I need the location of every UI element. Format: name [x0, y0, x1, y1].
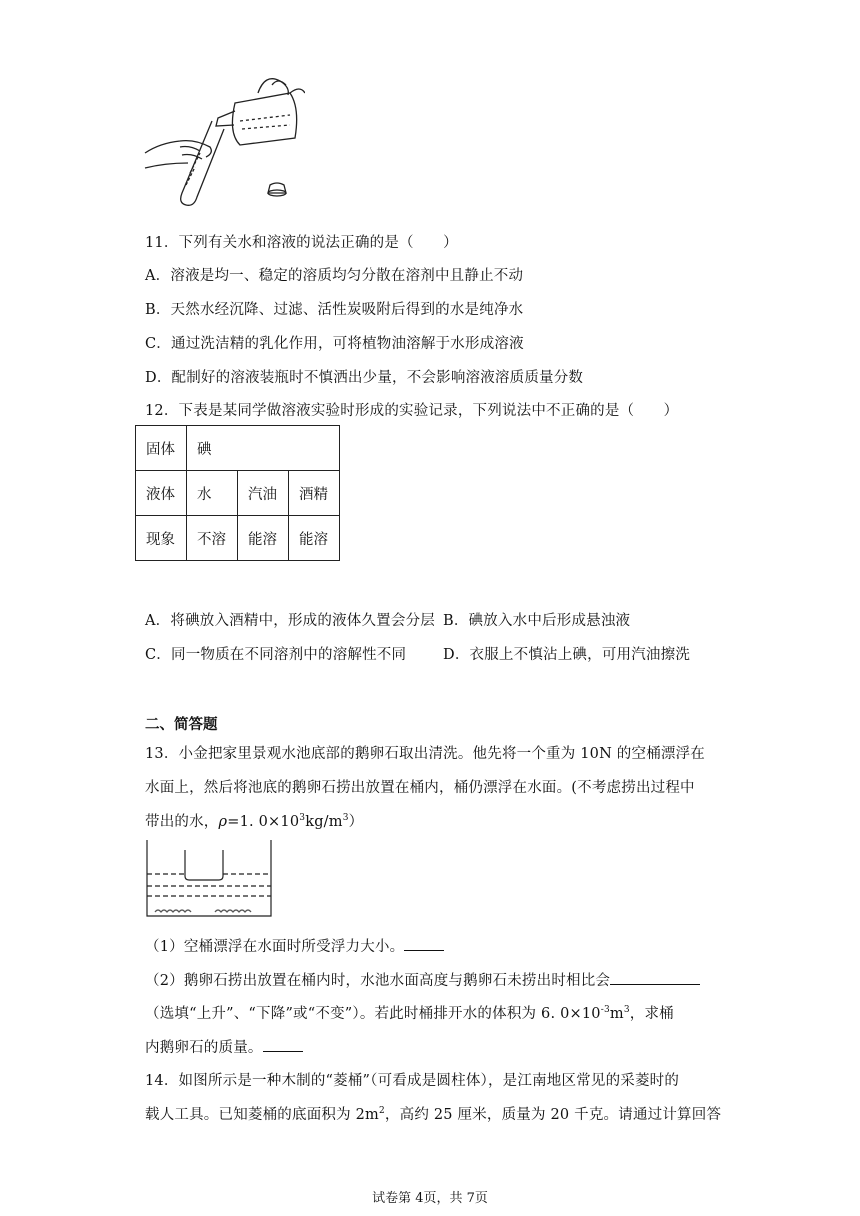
q13-sub-2-text: （2）鹅卵石捞出放置在桶内时，水池水面高度与鹅卵石未捞出时相比会 [145, 973, 611, 989]
pool-bucket-diagram [145, 838, 275, 918]
table-row [136, 426, 340, 471]
exponent: 3 [342, 813, 349, 824]
answer-blank[interactable] [610, 984, 700, 985]
table-cell: 固体 [136, 426, 187, 471]
exponent: 3 [299, 813, 306, 824]
q14-line-2-pre: 载人工具。已知菱桶的底面积为 2m [145, 1107, 379, 1123]
q12-option-a: A．将碘放入酒精中，形成的液体久置会分层 [145, 613, 435, 629]
exponent: 2 [378, 1106, 385, 1117]
q13-line-3 [145, 810, 363, 831]
table-cell: 现象 [136, 516, 187, 561]
q13-density-value: =1. 0×10 [227, 814, 300, 830]
q12-option-b: B．碘放入水中后形成悬浊液 [443, 613, 631, 629]
table-cell: 能溶 [238, 516, 289, 561]
q11-option-b: B．天然水经沉降、过滤、活性炭吸附后得到的水是纯净水 [145, 302, 524, 318]
question-12-stem: 12．下表是某同学做溶液实验时形成的实验记录，下列说法中不正确的是（ ） [145, 403, 679, 419]
experiment-record-table [135, 425, 340, 561]
exponent: -3 [600, 1005, 610, 1016]
exponent: 3 [623, 1005, 630, 1016]
q13-sub-2b-end: ，求桶 [629, 1006, 674, 1022]
answer-blank[interactable] [404, 950, 444, 951]
q11-option-d: D．配制好的溶液装瓶时不慎洒出少量，不会影响溶液溶质质量分数 [145, 370, 584, 386]
table-row [136, 471, 340, 516]
q14-line-2 [145, 1103, 721, 1124]
table-cell: 酒精 [289, 471, 340, 516]
q13-sub-2 [145, 969, 700, 990]
q11-option-a: A．溶液是均一、稳定的溶质均匀分散在溶剂中且静止不动 [145, 268, 524, 284]
q13-sub-2b-pre: （选填“上升”、“下降”或“不变”）。若此时桶排开水的体积为 6. 0×10 [145, 1006, 601, 1022]
q13-sub-1 [145, 935, 444, 956]
q13-line-1: 13．小金把家里景观水池底部的鹅卵石取出清洗。他先将一个重为 10N 的空桶漂浮在 [145, 746, 706, 762]
q13-sub-2b-unit: m [609, 1006, 624, 1022]
rho-symbol: ρ [218, 814, 228, 830]
table-cell: 不溶 [187, 516, 238, 561]
answer-blank[interactable] [263, 1051, 303, 1052]
table-row [136, 516, 340, 561]
q13-line-3-pre: 带出的水， [145, 814, 219, 830]
q11-option-c: C．通过洗洁精的乳化作用，可将植物油溶解于水形成溶液 [145, 336, 524, 352]
page-footer: 试卷第 4页，共 7页 [372, 1191, 488, 1206]
q13-sub-2b [145, 1002, 674, 1023]
section-title: 二、简答题 [145, 717, 218, 733]
q13-sub-1-text: （1）空桶漂浮在水面时所受浮力大小。 [145, 939, 405, 955]
q12-option-c: C．同一物质在不同溶剂中的溶解性不同 [145, 647, 407, 663]
q13-line-3-end: ） [348, 814, 364, 830]
q13-sub-2c [145, 1036, 303, 1057]
q13-line-2: 水面上，然后将池底的鹅卵石捞出放置在桶内，桶仍漂浮在水面。(不考虑捞出过程中 [145, 780, 695, 796]
table-cell: 水 [187, 471, 238, 516]
q14-line-2-end: ，高约 25 厘米，质量为 20 千克。请通过计算回答 [384, 1107, 722, 1123]
table-cell: 汽油 [238, 471, 289, 516]
q13-sub-2c-text: 内鹅卵石的质量。 [145, 1040, 263, 1056]
table-cell: 液体 [136, 471, 187, 516]
q13-density-unit: kg/m [305, 814, 343, 830]
question-11-stem: 11．下列有关水和溶液的说法正确的是（ ） [145, 235, 458, 251]
q12-option-d: D．衣服上不慎沾上碘，可用汽油擦洗 [443, 647, 691, 663]
q14-line-1: 14．如图所示是一种木制的“菱桶”（可看成是圆柱体），是江南地区常见的采菱时的 [145, 1073, 680, 1089]
pouring-liquid-illustration [140, 63, 305, 213]
table-cell: 能溶 [289, 516, 340, 561]
table-cell: 碘 [187, 426, 340, 471]
